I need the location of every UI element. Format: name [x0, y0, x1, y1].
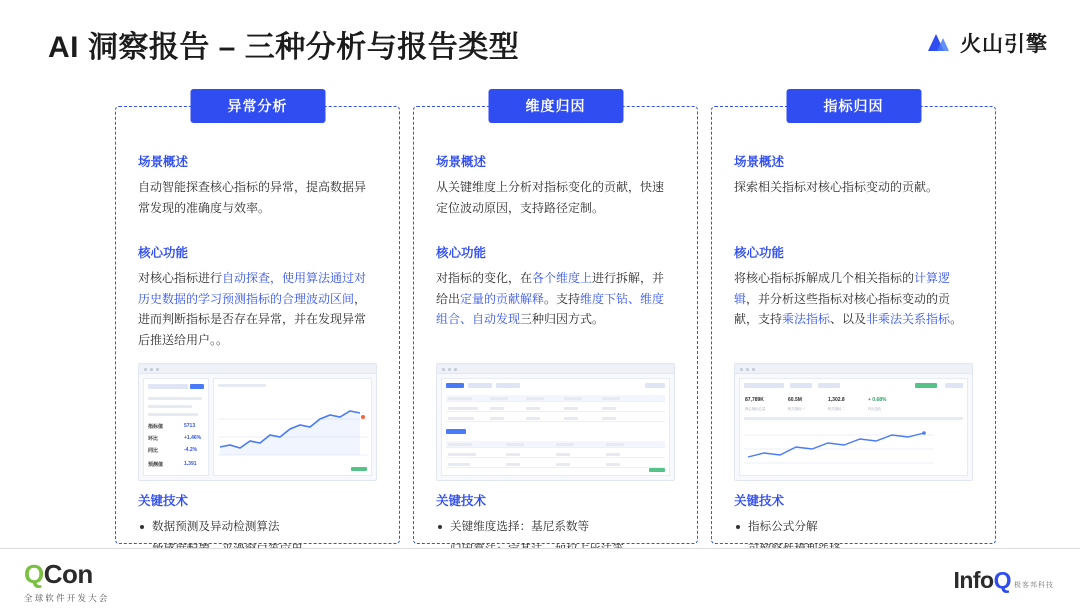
core-text-seg: 进行拆解，并给出 — [436, 271, 665, 306]
card-anomaly-analysis — [115, 98, 400, 544]
core-text-seg: 将核心指标拆解成几个相关指标的 — [734, 271, 915, 285]
brand — [924, 28, 1048, 58]
card-metric-attribution — [711, 98, 996, 544]
thumb-dot-icon — [740, 368, 743, 371]
table-cell — [564, 417, 578, 420]
overview-block — [138, 152, 377, 226]
list-item: 指标公式分解 — [734, 516, 973, 539]
core-title: 核心功能 — [734, 246, 785, 260]
card-tab-label: 指标归因 — [786, 89, 921, 123]
core-block — [138, 243, 377, 353]
thumb-table-panel — [441, 378, 670, 476]
core-text — [734, 268, 973, 330]
core-text-seg: 、以及 — [830, 312, 867, 327]
table-cell — [448, 397, 472, 400]
table-cell — [606, 453, 620, 456]
thumb-kpi-label: 环比 — [148, 436, 159, 442]
table-cell — [506, 443, 524, 446]
infoq-title — [953, 567, 1011, 594]
trend-line-chart — [218, 395, 368, 461]
thumb-line — [218, 384, 266, 387]
core-text-seg: 。 — [950, 312, 963, 327]
qcon-q-letter: Q — [24, 559, 44, 589]
table-cell — [490, 397, 508, 400]
qcon-title — [24, 559, 110, 590]
table-cell — [602, 417, 616, 420]
thumb-chip — [744, 383, 784, 388]
table-cell — [526, 407, 540, 410]
thumb-panel — [739, 378, 968, 476]
slide-header — [0, 0, 1080, 78]
table-header-row — [446, 441, 665, 448]
table-cell — [448, 443, 472, 446]
thumb-kpi-value: 1,391 — [184, 461, 197, 467]
table-cell — [526, 417, 540, 420]
core-text — [436, 268, 675, 330]
qcon-con-letters: Con — [43, 559, 93, 589]
core-text-seg: 对指标的变化，在 — [436, 271, 533, 285]
thumb-dot-icon — [752, 368, 755, 371]
table-cell — [490, 407, 504, 410]
infoq-subtitle: 极客邦科技 — [1014, 582, 1054, 589]
core-text-seg: 对核心指标进行 — [138, 271, 223, 285]
core-text-seg-highlight: 各个维度上 — [532, 271, 593, 285]
thumb-chip — [496, 383, 520, 388]
thumb-kpi-label: 预测值 — [148, 462, 164, 468]
list-item: 数据预测及异动检测算法 — [138, 516, 377, 539]
thumb-dot-icon — [746, 368, 749, 371]
anomaly-analysis-screenshot[interactable] — [138, 363, 377, 481]
thumb-left-panel — [143, 378, 209, 476]
metric-attribution-screenshot[interactable] — [734, 363, 973, 481]
table-cell — [448, 407, 478, 410]
list-item: 关键维度选择：基尼系数等 — [436, 516, 675, 539]
core-block — [436, 243, 675, 353]
core-text-seg-highlight: 定量的贡献解释 — [460, 291, 545, 306]
thumb-chip — [148, 384, 188, 389]
key-tech-title: 关键技术 — [734, 494, 785, 508]
overview-block — [734, 152, 973, 226]
thumb-line — [148, 405, 192, 408]
table-row — [446, 405, 665, 412]
key-tech-title: 关键技术 — [436, 494, 487, 508]
slide-footer — [0, 548, 1080, 608]
thumb-titlebar — [735, 364, 972, 374]
volcano-engine-logo-icon — [924, 29, 952, 57]
core-text-seg: 三种归因方式。 — [520, 312, 605, 327]
thumb-chip — [945, 383, 963, 388]
core-title: 核心功能 — [436, 246, 487, 260]
attribution-waterfall-chart — [744, 423, 934, 471]
kpi-value: + 0.68% — [868, 397, 887, 403]
table-cell — [556, 443, 574, 446]
content-columns — [0, 88, 1080, 548]
thumb-kpi-label: 指标值 — [148, 424, 164, 430]
thumb-chip-primary — [446, 383, 464, 388]
overview-title: 场景概述 — [436, 155, 487, 169]
table-row — [446, 461, 665, 468]
kpi-label: 相关指标二 — [828, 407, 845, 411]
table-cell — [448, 417, 474, 420]
thumb-dot-icon — [448, 368, 451, 371]
table-cell — [448, 453, 476, 456]
kpi-value: 60.5M — [788, 397, 802, 403]
thumb-chip — [790, 383, 812, 388]
table-cell — [606, 443, 624, 446]
thumb-chip-status — [915, 383, 937, 388]
kpi-value: 87,789K — [745, 397, 764, 403]
kpi-label: 相关指标一 — [788, 407, 805, 411]
table-cell — [564, 397, 582, 400]
table-row — [446, 451, 665, 458]
thumb-chip-primary — [446, 429, 466, 434]
table-cell — [602, 397, 620, 400]
table-header-row — [446, 395, 665, 402]
thumb-chip — [645, 383, 665, 388]
core-text-seg: ，进而判断指标是否存在异常，并在发现异常后推送给用户。。 — [138, 291, 367, 347]
thumb-chip — [818, 383, 840, 388]
key-tech-title: 关键技术 — [138, 494, 189, 508]
card-tab-label: 维度归因 — [488, 89, 623, 123]
overview-text: 探索相关指标对核心指标变动的贡献。 — [734, 180, 939, 194]
divider — [744, 417, 963, 420]
table-cell — [490, 417, 504, 420]
qcon-subtitle: 全球软件开发大会 — [24, 593, 110, 603]
overview-block — [436, 152, 675, 226]
core-text-seg-highlight: 计算逻辑 — [734, 271, 951, 306]
thumb-line — [148, 397, 202, 400]
kpi-label: 核心指标总量 — [745, 407, 766, 411]
page-title: AI 洞察报告 – 三种分析与报告类型 — [48, 31, 520, 64]
core-text — [138, 268, 377, 351]
dimension-attribution-screenshot[interactable] — [436, 363, 675, 481]
infoq-info-letters: Info — [953, 567, 994, 593]
qcon-logo — [24, 559, 110, 604]
core-text-seg: ，并分析这些指标对核心指标变动的贡献，支持 — [734, 291, 951, 327]
card-tab-label: 异常分析 — [190, 89, 325, 123]
core-text-seg-highlight: 自动探查，使用算法通过对历史数据的学习预测指标的合理波动区间 — [138, 271, 367, 306]
thumb-kpi-value: +1.46% — [184, 435, 202, 441]
anomaly-point-marker — [361, 415, 365, 419]
thumb-dot-icon — [454, 368, 457, 371]
table-cell — [448, 463, 470, 466]
kpi-value: 1,302.8 — [828, 397, 845, 403]
overview-text: 自动智能探查核心指标的异常，提高数据异常发现的准确度与效率。 — [138, 180, 367, 215]
overview-text: 从关键维度上分析对指标变化的贡献，快速定位波动原因，支持路径定制。 — [436, 180, 665, 215]
thumb-kpi-value: -4.2% — [184, 447, 198, 453]
table-cell — [556, 463, 570, 466]
table-cell — [602, 407, 616, 410]
overview-title: 场景概述 — [734, 155, 785, 169]
table-cell — [506, 453, 520, 456]
core-title: 核心功能 — [138, 246, 189, 260]
thumb-titlebar — [437, 364, 674, 374]
card-dimension-attribution — [413, 98, 698, 544]
table-row — [446, 415, 665, 422]
infoq-logo — [953, 567, 1054, 594]
thumb-line — [148, 413, 198, 416]
table-cell — [506, 463, 520, 466]
kpi-label: 环比变化 — [868, 407, 882, 411]
core-text-seg-highlight: 维度下钻、维度组合、自动发现 — [436, 291, 665, 327]
thumb-chip-status — [351, 467, 367, 471]
table-cell — [564, 407, 578, 410]
table-cell — [556, 453, 570, 456]
infoq-q-letter: Q — [993, 567, 1011, 593]
thumb-kpi-value: 5713 — [184, 423, 196, 429]
thumb-dot-icon — [150, 368, 153, 371]
thumb-chip-primary — [190, 384, 204, 389]
thumb-chart-panel — [213, 378, 372, 476]
thumb-kpi-label: 同比 — [148, 448, 159, 454]
thumb-titlebar — [139, 364, 376, 374]
table-cell — [526, 397, 544, 400]
thumb-dot-icon — [156, 368, 159, 371]
thumb-chip-status — [649, 468, 665, 472]
overview-title: 场景概述 — [138, 155, 189, 169]
table-cell — [606, 463, 620, 466]
core-text-seg: 。支持 — [544, 291, 581, 306]
core-text-seg-highlight: 乘法指标 — [782, 312, 831, 327]
core-block — [734, 243, 973, 353]
thumb-dot-icon — [144, 368, 147, 371]
thumb-chip — [468, 383, 492, 388]
brand-name: 火山引擎 — [960, 33, 1048, 56]
core-text-seg-highlight: 非乘法关系指标 — [866, 312, 951, 327]
thumb-dot-icon — [442, 368, 445, 371]
